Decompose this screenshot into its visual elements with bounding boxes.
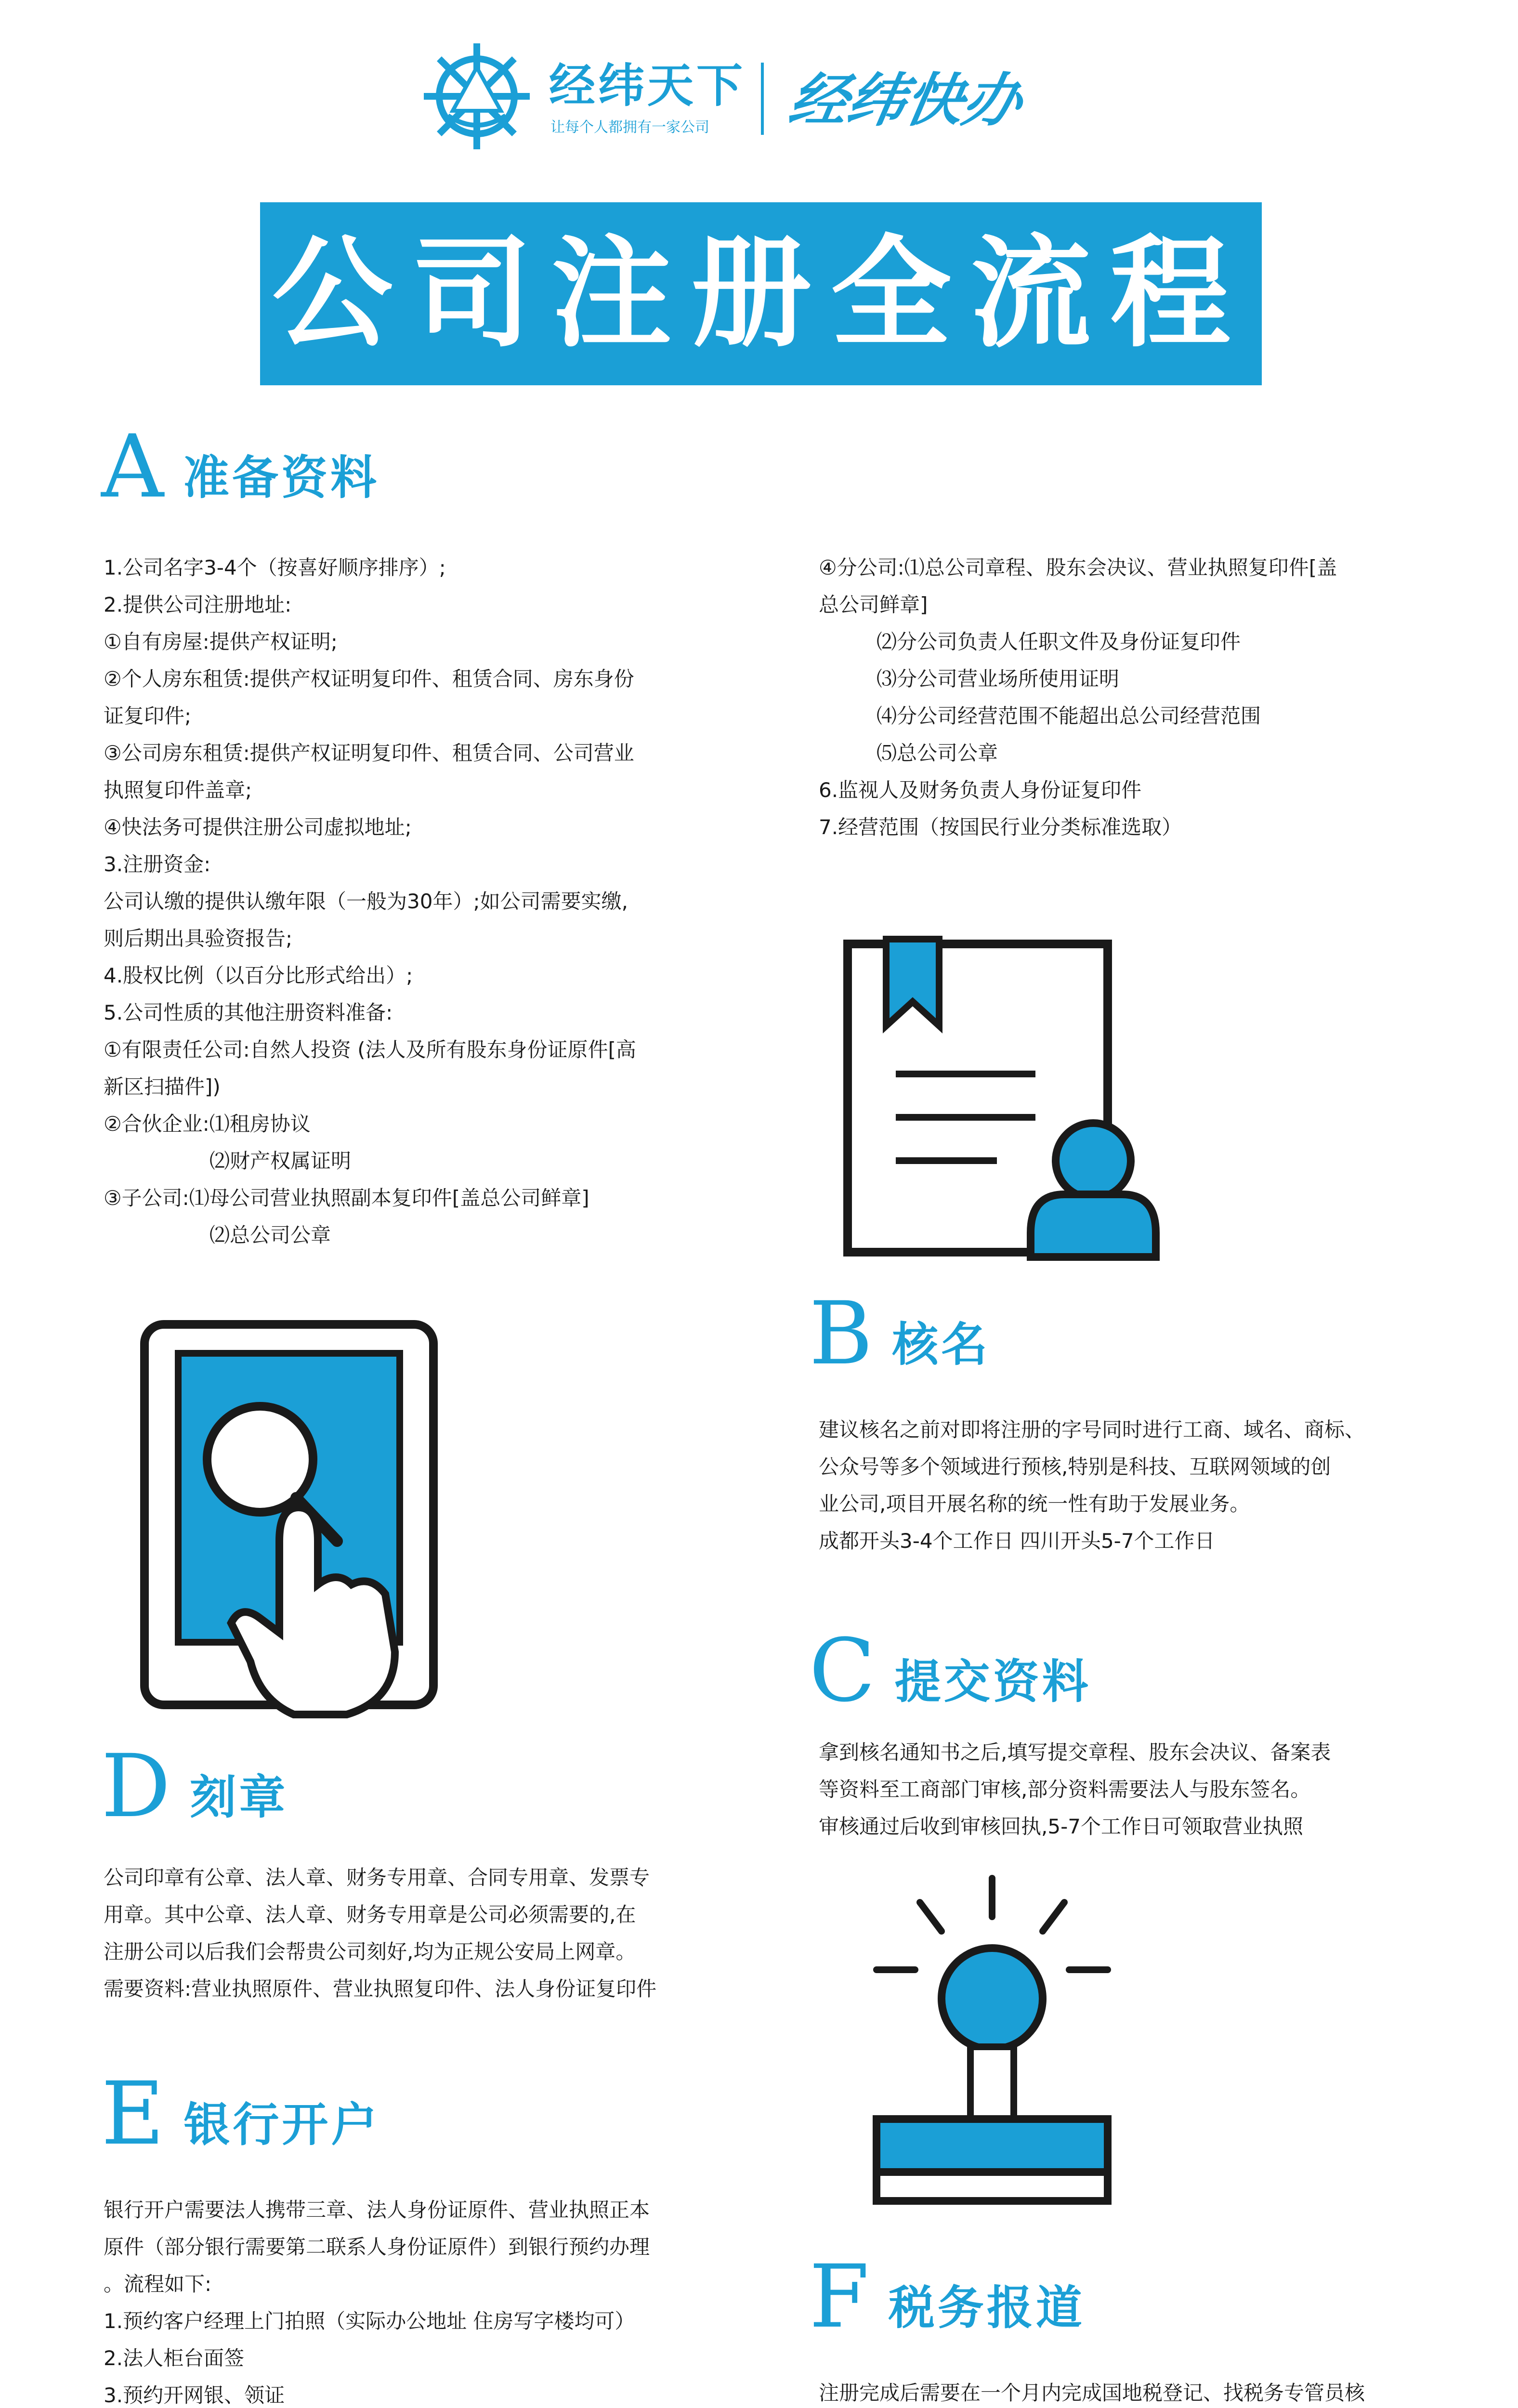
section-d-header bbox=[101, 1736, 288, 1837]
text-line: ⑷分公司经营范围不能超出总公司经营范围 bbox=[877, 704, 1261, 728]
text-line: ①有限责任公司:自然人投资 (法人及所有股东身份证原件[高 bbox=[104, 1038, 636, 1061]
section-title: 刻章 bbox=[190, 1770, 288, 1824]
brand-tagline: 让每个人都拥有一家公司 bbox=[550, 119, 709, 136]
section-letter: A bbox=[101, 417, 164, 517]
section-letter: E bbox=[101, 2064, 165, 2164]
text-line: 2.提供公司注册地址: bbox=[104, 593, 292, 616]
text-line: ④分公司:⑴总公司章程、股东会决议、营业执照复印件[盖 bbox=[819, 556, 1337, 579]
text-line: 等资料至工商部门审核,部分资料需要法人与股东签名。 bbox=[819, 1778, 1311, 1801]
text-line: 业公司,项目开展名称的统一性有助于发展业务。 bbox=[819, 1492, 1250, 1516]
text-line: 银行开户需要法人携带三章、法人身份证原件、营业执照正本 bbox=[104, 2198, 650, 2222]
text-line: ⑵总公司公章 bbox=[209, 1223, 331, 1247]
text-line: ④快法务可提供注册公司虚拟地址; bbox=[104, 815, 412, 839]
text-line: 公司认缴的提供认缴年限（一般为30年）;如公司需要实缴, bbox=[104, 890, 628, 913]
text-line: ②个人房东租赁:提供产权证明复印件、租赁合同、房东身份 bbox=[104, 667, 634, 691]
text-line: 原件（部分银行需要第二联系人身份证原件）到银行预约办理 bbox=[104, 2235, 650, 2259]
text-line: ②合伙企业:⑴租房协议 bbox=[104, 1112, 311, 1136]
certificate-person-icon bbox=[838, 934, 1175, 1262]
section-title: 核名 bbox=[892, 1318, 991, 1372]
text-line: 需要资料:营业执照原件、营业执照复印件、法人身份证复印件 bbox=[104, 1977, 657, 2001]
text-line: ③公司房东租赁:提供产权证明复印件、租赁合同、公司营业 bbox=[104, 741, 634, 765]
brand-name: 经纬天下 bbox=[549, 59, 746, 113]
text-line: 1.公司名字3-4个（按喜好顺序排序）; bbox=[104, 556, 446, 579]
text-line: 注册公司以后我们会帮贵公司刻好,均为正规公安局上网章。 bbox=[104, 1940, 636, 1963]
section-letter: C bbox=[809, 1621, 876, 1721]
brand-divider bbox=[761, 63, 764, 135]
text-line: 。流程如下: bbox=[104, 2272, 212, 2296]
text-line: 总公司鲜章] bbox=[819, 593, 928, 616]
section-a-header bbox=[101, 417, 380, 517]
section-e-header bbox=[101, 2064, 380, 2164]
section-letter: B bbox=[809, 1283, 873, 1384]
section-a-left-text bbox=[104, 549, 778, 1254]
page-title: 公司注册全流程 bbox=[260, 202, 1262, 385]
section-letter: F bbox=[809, 2247, 869, 2347]
text-line: 成都开头3-4个工作日 四川开头5-7个工作日 bbox=[819, 1529, 1215, 1553]
brand-script-logo: 经纬快办 bbox=[784, 67, 1027, 134]
section-title: 银行开户 bbox=[183, 2098, 380, 2152]
text-line: 拿到核名通知书之后,填写提交章程、股东会决议、备案表 bbox=[819, 1741, 1331, 1764]
text-line: ⑶分公司营业场所使用证明 bbox=[877, 667, 1120, 691]
text-line: 注册完成后需要在一个月内完成国地税登记、找税务专管员核 bbox=[819, 2381, 1365, 2405]
text-line: ⑵财产权属证明 bbox=[209, 1149, 352, 1173]
section-c-header bbox=[809, 1621, 1091, 1721]
section-title: 准备资料 bbox=[183, 451, 380, 505]
text-line: 2.法人柜台面签 bbox=[104, 2346, 245, 2370]
text-line: 建议核名之前对即将注册的字号同时进行工商、域名、商标、 bbox=[819, 1418, 1365, 1441]
section-d-text bbox=[104, 1859, 778, 2007]
text-line: 新区扫描件]) bbox=[104, 1075, 221, 1099]
text-line: 公司印章有公章、法人章、财务专用章、合同专用章、发票专 bbox=[104, 1866, 650, 1889]
section-b-header bbox=[809, 1283, 991, 1384]
text-line: 3.注册资金: bbox=[104, 852, 211, 876]
section-title: 提交资料 bbox=[894, 1655, 1091, 1709]
stamp-icon bbox=[857, 1873, 1127, 2211]
section-f-text bbox=[819, 2374, 1445, 2408]
text-line: 6.监视人及财务负责人身份证复印件 bbox=[819, 778, 1142, 802]
text-line: 执照复印件盖章; bbox=[104, 778, 252, 802]
section-e-text bbox=[104, 2191, 778, 2408]
text-line: ⑵分公司负责人任职文件及身份证复印件 bbox=[877, 630, 1241, 654]
text-line: ⑸总公司公章 bbox=[877, 741, 998, 765]
ship-wheel-icon bbox=[419, 39, 535, 154]
text-line: ①自有房屋:提供产权证明; bbox=[104, 630, 338, 654]
text-line: 4.股权比例（以百分比形式给出）; bbox=[104, 964, 413, 987]
text-line: 用章。其中公章、法人章、财务专用章是公司必须需要的,在 bbox=[104, 1903, 636, 1926]
section-f-header bbox=[809, 2247, 1085, 2347]
text-line: 则后期出具验资报告; bbox=[104, 927, 293, 950]
text-line: 审核通过后收到审核回执,5-7个工作日可领取营业执照 bbox=[819, 1815, 1303, 1838]
text-line: 7.经营范围（按国民行业分类标准选取） bbox=[819, 815, 1182, 839]
text-line: 3.预约开网银、领证 bbox=[104, 2383, 285, 2407]
header bbox=[0, 0, 1518, 395]
text-line: ③子公司:⑴母公司营业执照副本复印件[盖总公司鲜章] bbox=[104, 1186, 589, 1210]
text-line: 5.公司性质的其他注册资料准备: bbox=[104, 1001, 393, 1024]
section-a-right-text bbox=[819, 549, 1445, 846]
text-line: 1.预约客户经理上门拍照（实际办公地址 住房写字楼均可） bbox=[104, 2309, 635, 2333]
section-b-text bbox=[819, 1411, 1445, 1559]
tablet-search-icon bbox=[135, 1315, 443, 1719]
section-c-text bbox=[819, 1734, 1445, 1845]
text-line: 证复印件; bbox=[104, 704, 192, 728]
section-letter: D bbox=[101, 1736, 171, 1837]
section-title: 税务报道 bbox=[888, 2281, 1085, 2335]
text-line: 公众号等多个领域进行预核,特别是科技、互联网领域的创 bbox=[819, 1455, 1331, 1479]
